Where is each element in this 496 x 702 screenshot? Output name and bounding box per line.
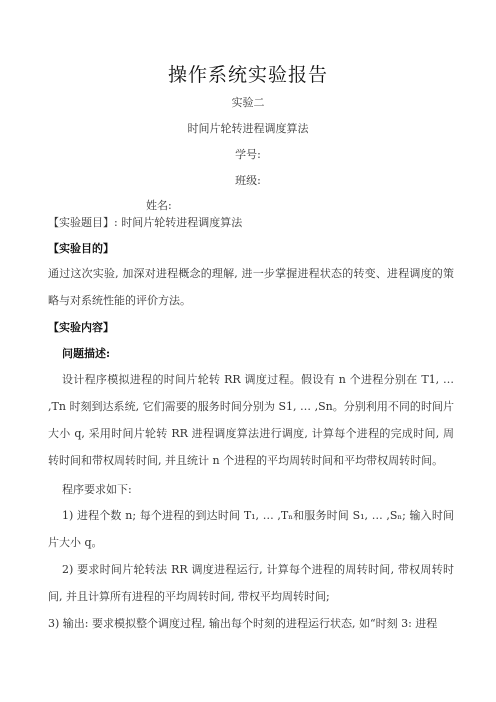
task-title-line: 【实验题目】: 时间片轮转进程调度算法: [48, 216, 243, 229]
requirements-intro: 程序要求如下:: [62, 483, 132, 496]
student-id-label: 学号:: [235, 148, 261, 161]
problem-text: 设计程序模拟进程的时间片轮转 RR 调度过程。假设有 n 个进程分别在 T1, … ,Tn 时刻到达系统, 它们需要的服务时间分别为 S1, … ,Sn。分别利用不同的时间片大小 q, 采用时间片轮转 RR 进程调度算法进行调度, 计算每个进程的完成时间, 周转时间和带权周转时间, 并且统计 n 个进程的平均周转时间和平均带权周转时间。: [48, 373, 454, 467]
requirement-1: 1) 进程个数 n; 每个进程的到达时间 T₁, … ,Tₙ和服务时间 S₁, … ,Sₙ; 输入时间片大小 q。: [48, 509, 454, 549]
name-label: 姓名:: [146, 199, 172, 212]
requirement-2: 2) 要求时间片轮转法 RR 调度进程运行, 计算每个进程的周转时间, 带权周转时间, 并且计算所有进程的平均周转时间, 带权平均周转时间;: [48, 563, 454, 603]
problem-heading: 问题描述:: [62, 347, 111, 360]
requirement-3: 3) 输出: 要求模拟整个调度过程, 输出每个时刻的进程运行状态, 如“时刻 3: 进程: [48, 617, 438, 630]
purpose-heading: 【实验目的】: [48, 242, 114, 255]
experiment-topic: 时间片轮转进程调度算法: [187, 122, 309, 135]
report-title: 操作系统实验报告: [167, 64, 328, 86]
experiment-number: 实验二: [231, 96, 265, 109]
purpose-text: 通过这次实验, 加深对进程概念的理解, 进一步掌握进程状态的转变、进程调度的策略与对系统性能的评价方法。: [48, 267, 454, 307]
content-heading: 【实验内容】: [48, 321, 114, 334]
class-label: 班级:: [235, 174, 261, 187]
